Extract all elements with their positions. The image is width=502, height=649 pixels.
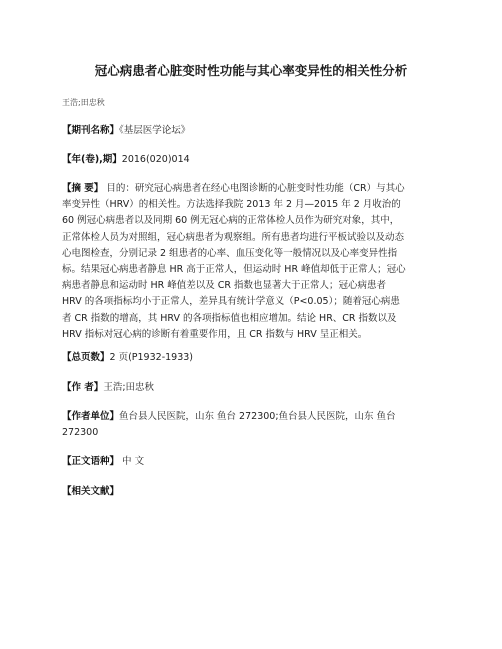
- abstract-field: [62, 181, 440, 343]
- abstract-line: 病患者静息和运动时 HR 峰值差以及 CR 指数也显著大于正常人；冠心病患者: [62, 280, 387, 292]
- journal-label: 【期刊名称】: [62, 125, 120, 136]
- author-byline: 王浩;田忠秋: [62, 98, 105, 107]
- affiliation-value: 鱼台县人民医院，山东 鱼台 272300;鱼台县人民医院，山东 鱼台: [119, 411, 396, 422]
- language-field: [62, 454, 440, 470]
- article-title: 冠心病患者心脏变时性功能与其心率变异性的相关性分析: [94, 63, 408, 78]
- affiliation-field: [62, 409, 440, 441]
- author-value: 王浩;田忠秋: [103, 382, 155, 393]
- related-literature-field: [62, 484, 440, 500]
- affiliation-value-cont: 272300: [62, 427, 99, 439]
- language-label: 【正文语种】: [62, 456, 120, 467]
- abstract-line: 心电图检查，分别记录 2 组患者的心率、血压变化等一般情况以及心率变异性指: [62, 247, 398, 259]
- author-field: [62, 380, 440, 396]
- abstract-line: 【摘 要】 目的：研究冠心病患者在经心电图诊断的心脏变时性功能（CR）与其心: [62, 183, 405, 194]
- abstract-line: 标。结果冠心病患者静息 HR 高于正常人，但运动时 HR 峰值却低于正常人；冠心: [62, 264, 406, 276]
- pages-value: 2 页(P1932-1933): [109, 352, 194, 363]
- pages-field: [62, 350, 440, 366]
- abstract-line: 率变异性（HRV）的相关性。方法选择我院 2013 年 2 月—2015 年 2 月收治的: [62, 199, 401, 211]
- abstract-line: 正常体检人员为对照组，冠心病患者为观察组。所有患者均进行平板试验以及动态: [62, 231, 405, 243]
- pages-label: 【总页数】: [62, 352, 110, 363]
- journal-value: 《基层医学论坛》: [119, 125, 191, 136]
- affiliation-label: 【作者单位】: [62, 411, 120, 422]
- journal-field: [62, 123, 440, 139]
- abstract-line: 者 CR 指数的增高，其 HRV 的各项指标值也相应增加。结论 HR、CR 指数以及: [62, 312, 397, 324]
- year-label: 【年(卷),期】: [62, 154, 122, 165]
- abstract-line: HRV 的各项指标均小于正常人，差异具有统计学意义（P<0.05）；随着冠心病患: [62, 296, 400, 308]
- author-label: 【作 者】: [62, 382, 104, 393]
- year-value: 2016(020)014: [121, 154, 190, 165]
- related-label: 【相关文献】: [62, 486, 120, 497]
- language-value: 中 文: [122, 456, 145, 467]
- abstract-line: 60 例冠心病患者以及同期 60 例无冠心病的正常体检人员作为研究对象，其中，: [62, 215, 400, 227]
- year-volume-field: [62, 152, 440, 168]
- abstract-label: 【摘 要】: [62, 183, 104, 194]
- abstract-line: HRV 指标对冠心病的诊断有着重要作用，且 CR 指数与 HRV 呈正相关。: [62, 328, 368, 340]
